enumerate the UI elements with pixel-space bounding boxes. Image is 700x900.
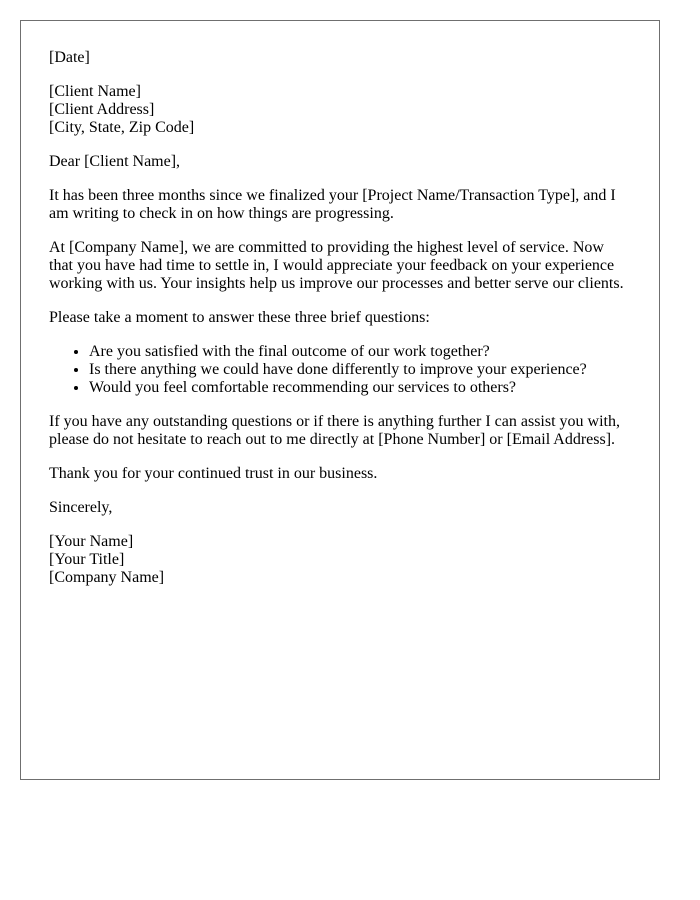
intro-paragraph: It has been three months since we finalized your [Project Name/Transaction Type], and I am writing to check in on how things are progressing. [49,187,616,222]
questions-intro-paragraph: Please take a moment to answer these three brief questions: [49,309,430,326]
letter-page [20,20,660,780]
followup-paragraph: If you have any outstanding questions or if there is anything further I can assist you with, please do not hesitate to reach out to me directly at [Phone Number] or [Email Address]. [49,413,620,448]
questions-list [49,343,631,397]
recipient-address-block [49,83,631,137]
signature-title: [Your Title] [49,551,125,568]
salutation: Dear [Client Name], [49,153,181,170]
question-item: • Is there anything we could have done differently to improve your experience? [89,361,631,379]
date-line [49,49,631,67]
thanks-paragraph: Thank you for your continued trust in our business. [49,465,378,482]
question-item: • Would you feel comfortable recommending our services to others? [89,379,631,397]
signature-name: [Your Name] [49,533,134,550]
question-item: • Are you satisfied with the final outcome of our work together? [89,343,631,361]
signature-company: [Company Name] [49,569,165,586]
closing: Sincerely, [49,499,113,516]
signature-block [49,533,631,587]
letter-date: [Date] [49,49,90,66]
recipient-address: [Client Address] [49,101,155,118]
recipient-name: [Client Name] [49,83,141,100]
commitment-paragraph: At [Company Name], we are committed to providing the highest level of service. Now that you have had time to settle in, I would appreciate your feedback on your experience working with us. Your insights help us improve our processes and better serve our clients. [49,239,624,292]
recipient-city-state-zip: [City, State, Zip Code] [49,119,195,136]
